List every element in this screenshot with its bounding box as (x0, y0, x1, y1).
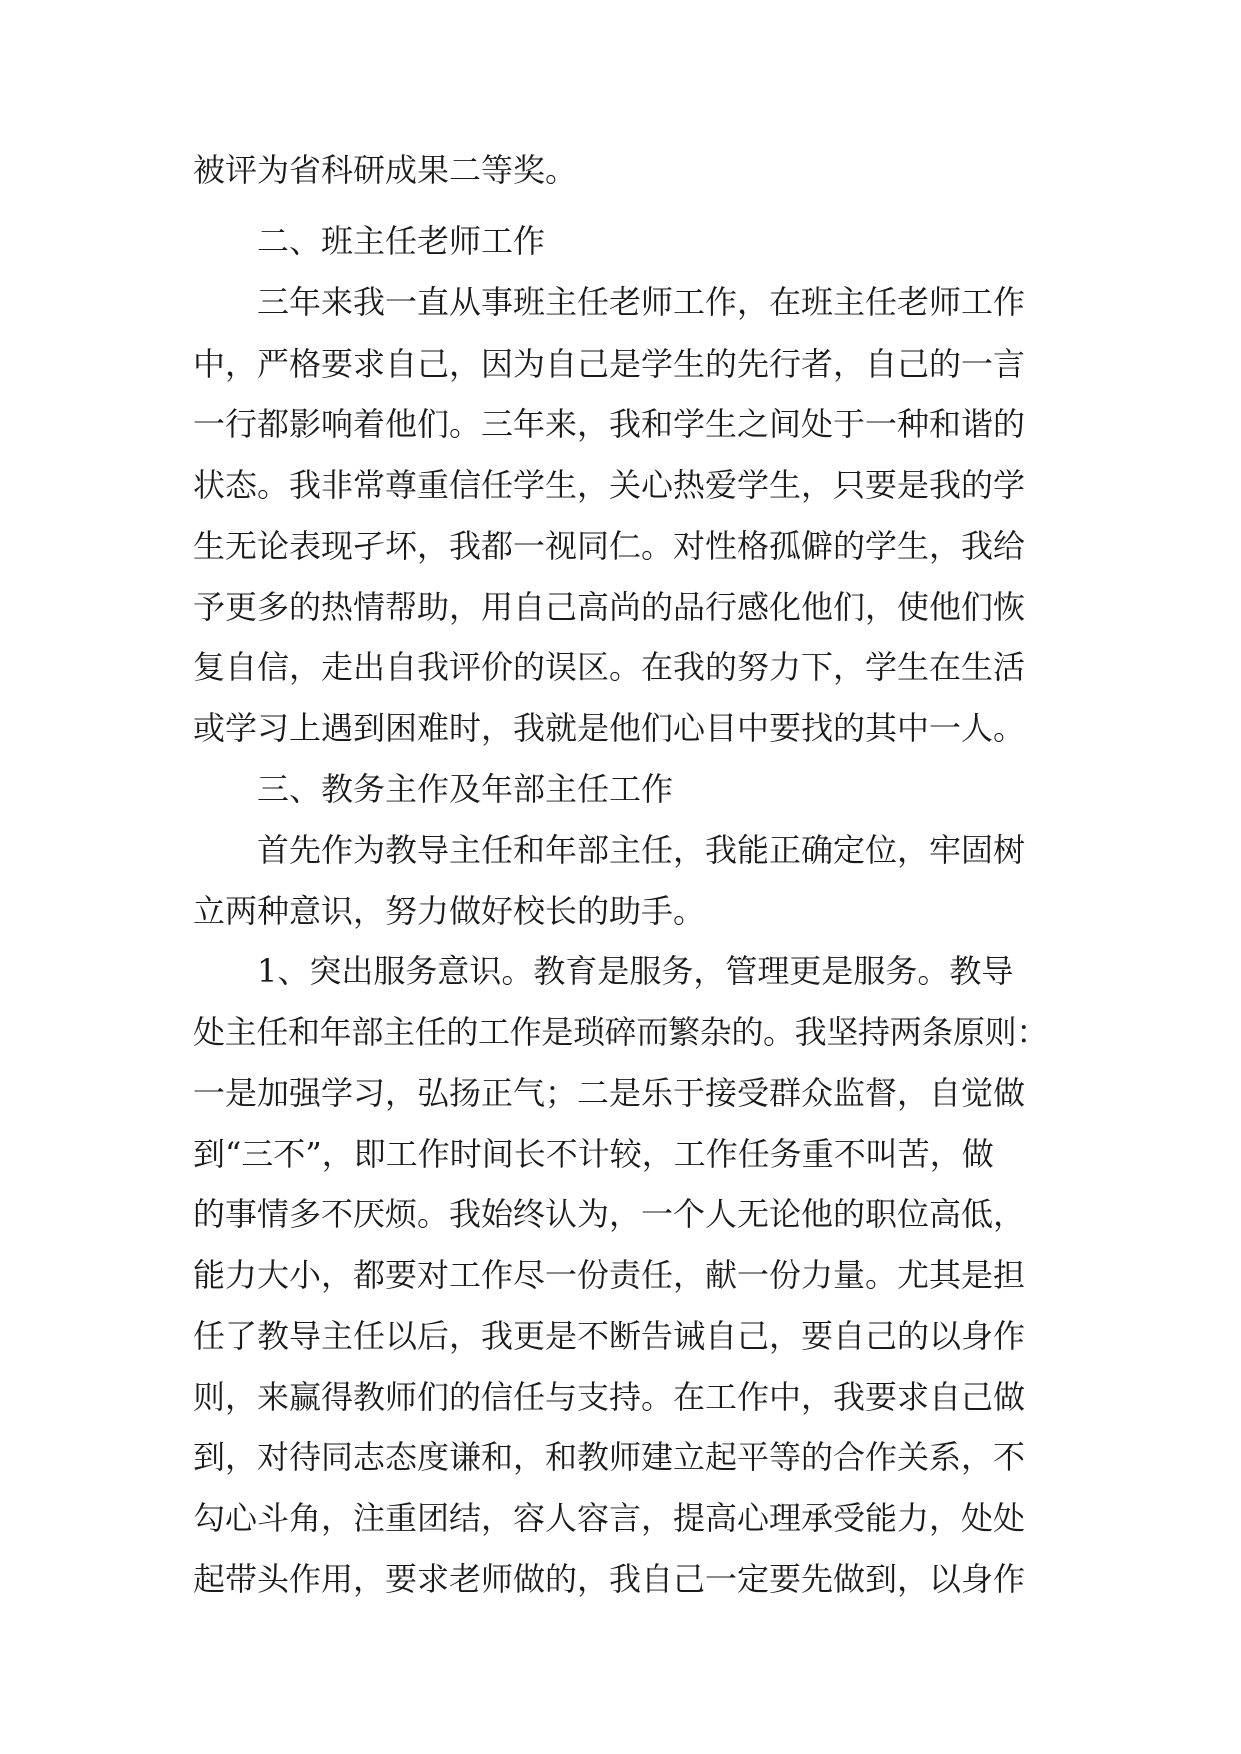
text-line: 则，来赢得教师们的信任与支持。在工作中，我要求自己做 (193, 1378, 1026, 1416)
text-line: 生无论表现孑坏，我都一视同仁。对性格孤僻的学生，我给 (193, 527, 1026, 565)
text-line: 或学习上遇到困难时，我就是他们心目中要找的其中一人。 (193, 709, 1026, 747)
text-line: 能力大小，都要对工作尽一份责任，献一份力量。尤其是担 (193, 1256, 1026, 1294)
text-line: 1、突出服务意识。教育是服务，管理更是服务。教导 (257, 952, 1014, 990)
section-heading: 三、教务主作及年部主任工作 (257, 770, 674, 808)
text-line: 三年来我一直从事班主任老师工作，在班主任老师工作 (257, 283, 1026, 321)
section-heading: 二、班主任老师工作 (257, 222, 546, 260)
text-line: 予更多的热情帮助，用自己高尚的品行感化他们，使他们恢 (193, 588, 1026, 626)
text-line: 复自信，走出自我评价的误区。在我的努力下，学生在生活 (193, 648, 1026, 686)
text-line: 首先作为教导主任和年部主任，我能正确定位，牢固树 (257, 831, 1026, 869)
text-line: 的事情多不厌烦。我始终认为，一个人无论他的职位高低， (193, 1195, 1026, 1233)
text-line: 一是加强学习，弘扬正气；二是乐于接受群众监督，自觉做 (193, 1074, 1026, 1112)
text-line: 到“三不”，即工作时间长不计较，工作任务重不叫苦，做 (193, 1135, 994, 1173)
text-line: 被评为省科研成果二等奖。 (193, 151, 578, 189)
text-line: 一行都影响着他们。三年来，我和学生之间处于一种和谐的 (193, 405, 1026, 443)
text-line: 中，严格要求自己，因为自己是学生的先行者，自己的一言 (193, 345, 1026, 383)
text-line: 处主任和年部主任的工作是琐碎而繁杂的。我坚持两条原则： (193, 1013, 1049, 1051)
text-line: 起带头作用，要求老师做的，我自己一定要先做到，以身作 (193, 1560, 1026, 1598)
text-line: 任了教导主任以后，我更是不断告诫自己，要自己的以身作 (193, 1317, 1026, 1355)
text-line: 到，对待同志态度谦和，和教师建立起平等的合作关系，不 (193, 1438, 1026, 1476)
text-line: 立两种意识，努力做好校长的助手。 (193, 892, 706, 930)
text-line: 勾心斗角，注重团结，容人容言，提高心理承受能力，处处 (193, 1499, 1026, 1537)
text-line: 状态。我非常尊重信任学生，关心热爱学生，只要是我的学 (193, 466, 1026, 504)
